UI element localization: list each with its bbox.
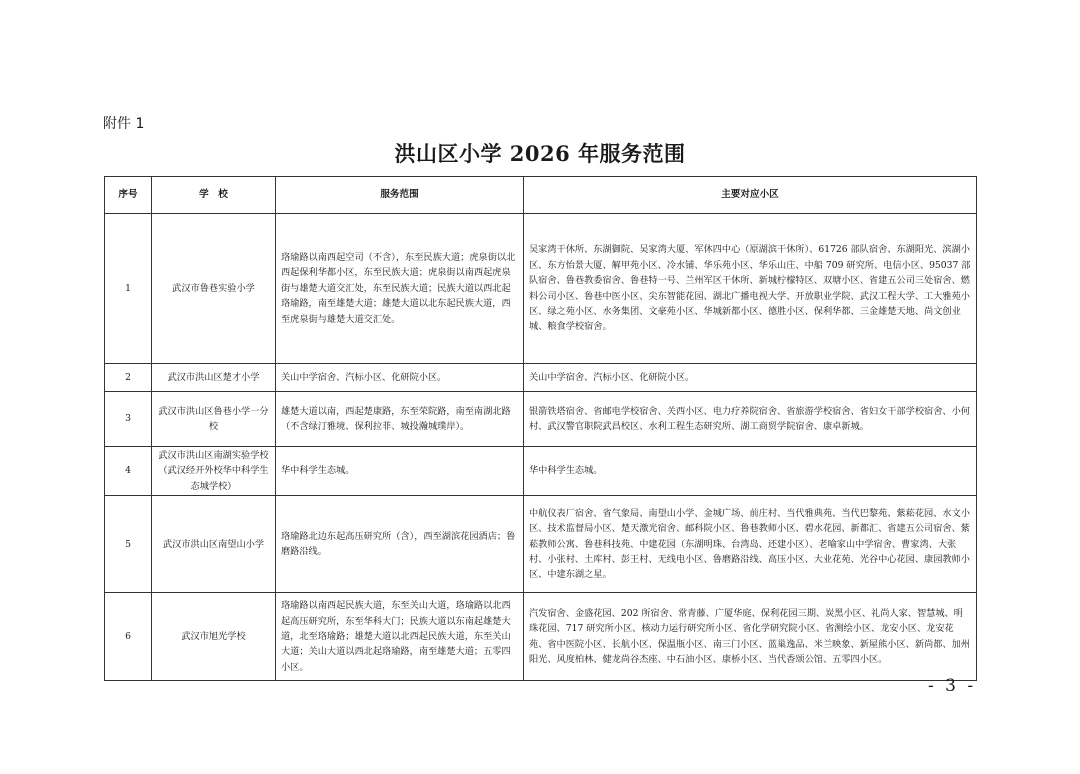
service-scope: 珞瑜路北边东起高压研究所（含），西至湖滨花园酒店；鲁磨路沿线。: [276, 496, 524, 593]
communities: 中航仪表厂宿舍、省气象局、南望山小学、金城广场、前庄村、当代雅典苑、当代巴黎苑、紫菘花园、水文小区、技术监督局小区、楚天激光宿舍、邮科院小区、鲁巷教师小区、碧水花园、新都汇、省建五公司宿舍、紫菘教师公寓、鲁巷科技苑、中建花园（东湖明珠、台湾岛、还建小区）、老喻家山中学宿舍、曹家湾、大张村、小张村、土库村、彭王村、无线电小区、鲁磨路沿线、高压小区、大业花苑、光谷中心花园、康园教师小区、中建东湖之星。: [524, 496, 977, 593]
header-area: 主要对应小区: [524, 177, 977, 214]
table-row: [105, 392, 977, 447]
row-number: 6: [105, 593, 152, 681]
school-name: 武汉市鲁巷实验小学: [152, 214, 276, 364]
service-scope-table: [104, 176, 977, 681]
communities: 汽发宿舍、金盛花园、202 所宿舍、常青藤、广厦华庭、保利花园三期、炭黑小区、礼尚人家、智慧城、明珠花园、717 研究所小区、核动力运行研究所小区、省化学研究院小区、省测绘小区、龙安小区、龙安花苑、省中医院小区、长航小区、保温瓶小区、南三门小区、蓝巢逸品、米兰映象、新屋熊小区、新尚都、加州阳光、风度柏林、健龙尚谷杰座、中石油小区、康桥小区、当代香颂公馆、五零四小区。: [524, 593, 977, 681]
table-row: [105, 214, 977, 364]
row-number: 2: [105, 364, 152, 392]
service-scope: 雄楚大道以南，西起楚康路，东至荣院路，南至南湖北路（不含绿汀雅境、保利拉菲、城投瀚城璞岸）。: [276, 392, 524, 447]
communities: 关山中学宿舍、汽标小区、化研院小区。: [524, 364, 977, 392]
service-scope: 珞瑜路以南西起民族大道，东至关山大道，珞瑜路以北西起高压研究所，东至华科大门；民族大道以东南起雄楚大道，北至珞瑜路；雄楚大道以北西起民族大道，东至关山大道；关山大道以西北起珞瑜路，南至雄楚大道；五零四小区。: [276, 593, 524, 681]
table-row: [105, 364, 977, 392]
communities: 华中科学生态城。: [524, 447, 977, 496]
table-row: [105, 447, 977, 496]
communities: 银箭铁塔宿舍、省邮电学校宿舍、关西小区、电力疗养院宿舍、省旅游学校宿舍、省妇女干部学校宿舍、小何村、武汉警官职院武昌校区、水利工程生态研究所、湖工商贸学院宿舍、康卓新城。: [524, 392, 977, 447]
school-name: 武汉市旭光学校: [152, 593, 276, 681]
school-name: 武汉市洪山区南望山小学: [152, 496, 276, 593]
row-number: 1: [105, 214, 152, 364]
page-number: - 3 -: [928, 676, 977, 696]
row-number: 3: [105, 392, 152, 447]
table-row: [105, 593, 977, 681]
row-number: 5: [105, 496, 152, 593]
table-header-row: [105, 177, 977, 214]
attachment-label: 附件 1: [103, 116, 145, 132]
school-name: 武汉市洪山区楚才小学: [152, 364, 276, 392]
school-name: 武汉市洪山区鲁巷小学一分校: [152, 392, 276, 447]
service-scope: 华中科学生态城。: [276, 447, 524, 496]
communities: 吴家湾干休所、东湖御院、吴家湾大厦、军休四中心（原湖滨干休所）、61726 部队宿舍、东湖阳光、滨湖小区、东方怡景大厦、解甲苑小区、冷水铺、华乐苑小区、华乐山庄、中船 709 研究所、电信小区、95037 部队宿舍、鲁巷教委宿舍、鲁巷特一号、兰州军区干休所、新城柠檬特区、双塘小区、省建五公司三处宿舍、燃料公司小区、鲁巷中医小区、尖东智能花园、湖北广播电视大学、开放职业学院、武汉工程大学、工大雅苑小区、绿之苑小区、水务集团、文豪苑小区、华城新都小区、德胜小区、保利华都、三金雄楚天地、尚文创业城、粮食学校宿舍。: [524, 214, 977, 364]
school-name: 武汉市洪山区南湖实验学校（武汉经开外校华中科学生态城学校）: [152, 447, 276, 496]
header-scope: 服务范围: [276, 177, 524, 214]
table-row: [105, 496, 977, 593]
row-number: 4: [105, 447, 152, 496]
header-no: 序号: [105, 177, 152, 214]
service-scope: 珞瑜路以南西起空司（不含），东至民族大道；虎泉街以北西起保利华都小区，东至民族大道；虎泉街以南西起虎泉街与雄楚大道交汇处，东至民族大道；民族大道以西北起珞瑜路，南至雄楚大道；雄楚大道以北东起民族大道，西至虎泉街与雄楚大道交汇处。: [276, 214, 524, 364]
document-title: 洪山区小学 2026 年服务范围: [394, 141, 686, 166]
header-school: 学 校: [152, 177, 276, 214]
service-scope: 关山中学宿舍、汽标小区、化研院小区。: [276, 364, 524, 392]
